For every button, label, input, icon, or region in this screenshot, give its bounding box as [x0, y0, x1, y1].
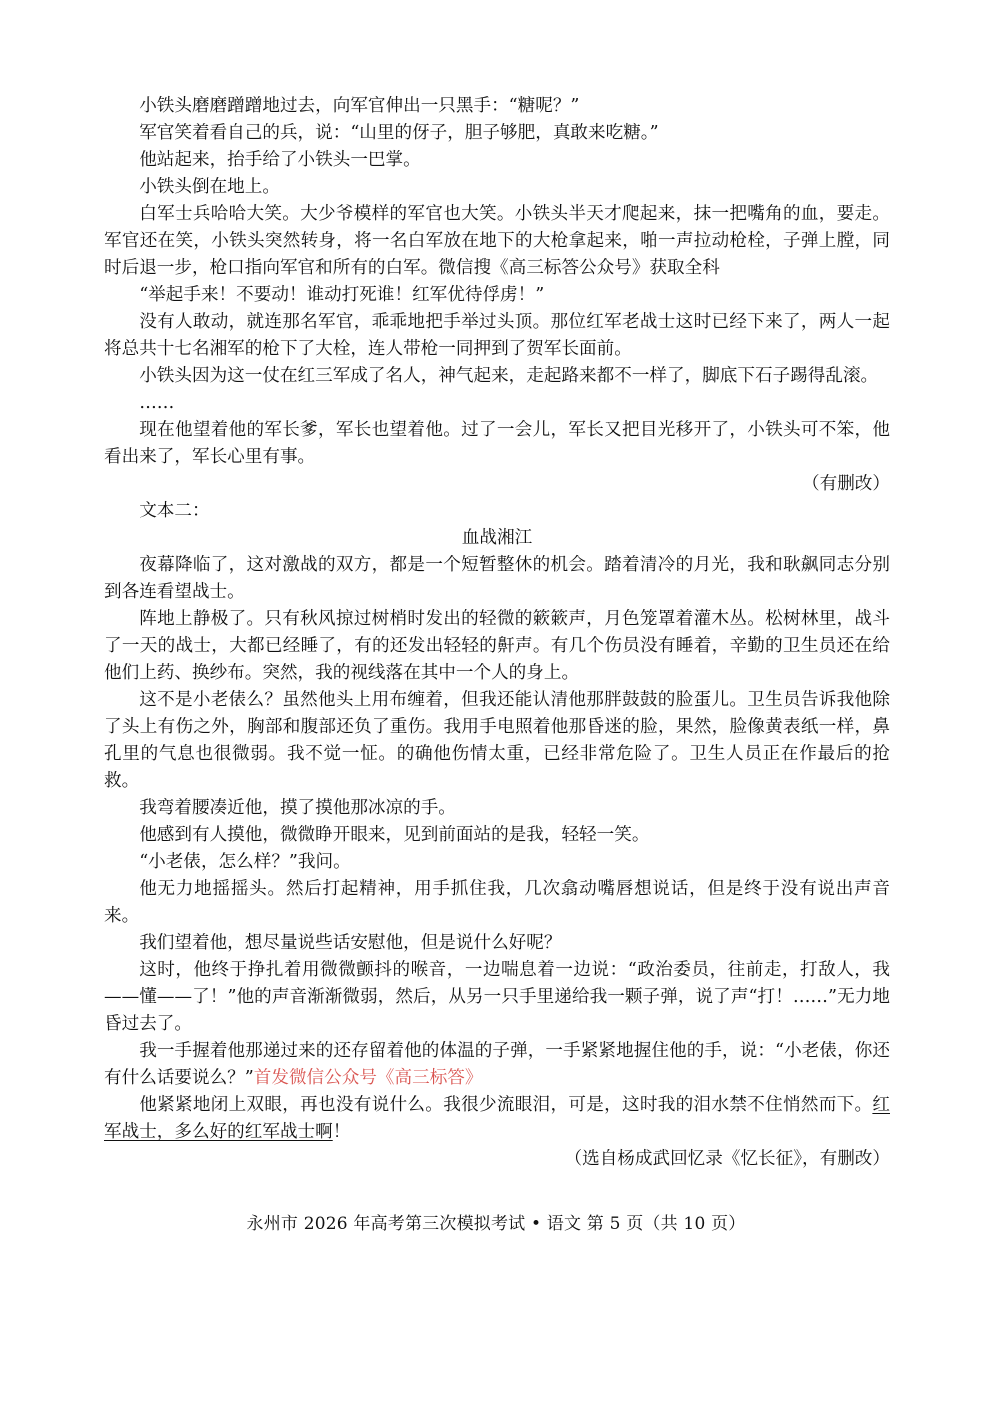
- paragraph: 他感到有人摸他，微微睁开眼来，见到前面站的是我，轻轻一笑。: [139, 825, 650, 845]
- paragraph: 现在他望着他的军长爹，军长也望着他。过了一会儿，军长又把目光移开了，小铁头可不笨，他看出来了，军长心里有事。: [104, 420, 890, 467]
- paragraph: 他无力地摇摇头。然后打起精神，用手抓住我，几次翕动嘴唇想说话，但是终于没有说出声音来。: [104, 879, 890, 926]
- ellipsis: ……: [139, 393, 175, 413]
- paragraph: “举起手来！不要动！谁动打死谁！红军优待俘虏！”: [139, 285, 545, 305]
- watermark-text: 首发微信公众号《高三标答》: [253, 1068, 483, 1088]
- underlined-sentence: 红军战士，多么好的红军战士啊: [104, 1095, 890, 1142]
- paragraph: 这时，他终于挣扎着用微微颤抖的喉音，一边喘息着一边说：“政治委员，往前走，打敌人，我——懂——了！”他的声音渐渐微弱，然后，从另一只手里递给我一颗子弹，说了声“打！……”无力地昏过去了。: [104, 960, 890, 1034]
- text1-section: [104, 93, 890, 1173]
- text1-note: （有删改）: [802, 474, 890, 494]
- paragraph: 他站起来，抬手给了小铁头一巴掌。: [139, 150, 421, 170]
- paragraph: [104, 1038, 890, 1092]
- paragraph: 军官笑着看自己的兵，说：“山里的伢子，胆子够肥，真敢来吃糖。”: [139, 123, 659, 143]
- paragraph-text: 他紧紧地闭上双眼，再也没有说什么。我很少流眼泪，可是，这时我的泪水禁不住悄然而下。: [139, 1095, 873, 1115]
- text2-title: 血战湘江: [461, 528, 533, 548]
- paragraph: 小铁头因为这一仗在红三军成了名人，神气起来，走起路来都不一样了，脚底下石子踢得乱滚。: [139, 366, 879, 386]
- paragraph-text: 我一手握着他那递过来的还存留着他的体温的子弹，一手紧紧地握住他的手，说：“小老俵，你还有什么话要说么？”: [104, 1041, 890, 1088]
- paragraph: 我们望着他，想尽量说些话安慰他，但是说什么好呢？: [139, 933, 562, 953]
- paragraph: “小老俵，怎么样？”我问。: [139, 852, 351, 872]
- paragraph: 小铁头倒在地上。: [139, 177, 280, 197]
- paragraph: 夜幕降临了，这对激战的双方，都是一个短暂整休的机会。踏着清冷的月光，我和耿飙同志分别到各连看望战士。: [104, 555, 890, 602]
- paragraph: 小铁头磨磨蹭蹭地过去，向军官伸出一只黑手：“糖呢？”: [139, 96, 580, 116]
- text2-source: （选自杨成武回忆录《忆长征》，有删改）: [564, 1149, 890, 1169]
- paragraph: 这不是小老俵么？虽然他头上用布缠着，但我还能认清他那胖鼓鼓的脸蛋儿。卫生员告诉我他除了头上有伤之外，胸部和腹部还负了重伤。我用手电照着他那昏迷的脸，果然，脸像黄表纸一样，鼻孔里的气息也很微弱。我不觉一怔。的确他伤情太重，已经非常危险了。卫生人员正在作最后的抢救。: [104, 690, 890, 791]
- paragraph: [104, 1092, 890, 1146]
- paragraph: 阵地上静极了。只有秋风掠过树梢时发出的轻微的簌簌声，月色笼罩着灌木丛。松树林里，战斗了一天的战士，大都已经睡了，有的还发出轻轻的鼾声。有几个伤员没有睡着，辛勤的卫生员还在给他们上药、换纱布。突然，我的视线落在其中一个人的身上。: [104, 609, 890, 683]
- paragraph-end: ！: [332, 1122, 351, 1142]
- paragraph: 白军士兵哈哈大笑。大少爷模样的军官也大笑。小铁头半天才爬起来，抹一把嘴角的血，要走。军官还在笑，小铁头突然转身，将一名白军放在地下的大枪拿起来，啪一声拉动枪栓，子弹上膛，同时后退一步，枪口指向军官和所有的白军。微信搜《高三标答公众号》获取全科: [104, 204, 890, 278]
- paragraph: 我弯着腰凑近他，摸了摸他那冰凉的手。: [139, 798, 456, 818]
- paragraph: 没有人敢动，就连那名军官，乖乖地把手举过头顶。那位红军老战士这时已经下来了，两人一起将总共十七名湘军的枪下了大栓，连人带枪一同押到了贺军长面前。: [104, 312, 890, 359]
- text2-label: 文本二：: [139, 501, 210, 521]
- page-footer: 永州市 2026 年高考第三次模拟考试 • 语文 第 5 页（共 10 页）: [246, 1214, 746, 1234]
